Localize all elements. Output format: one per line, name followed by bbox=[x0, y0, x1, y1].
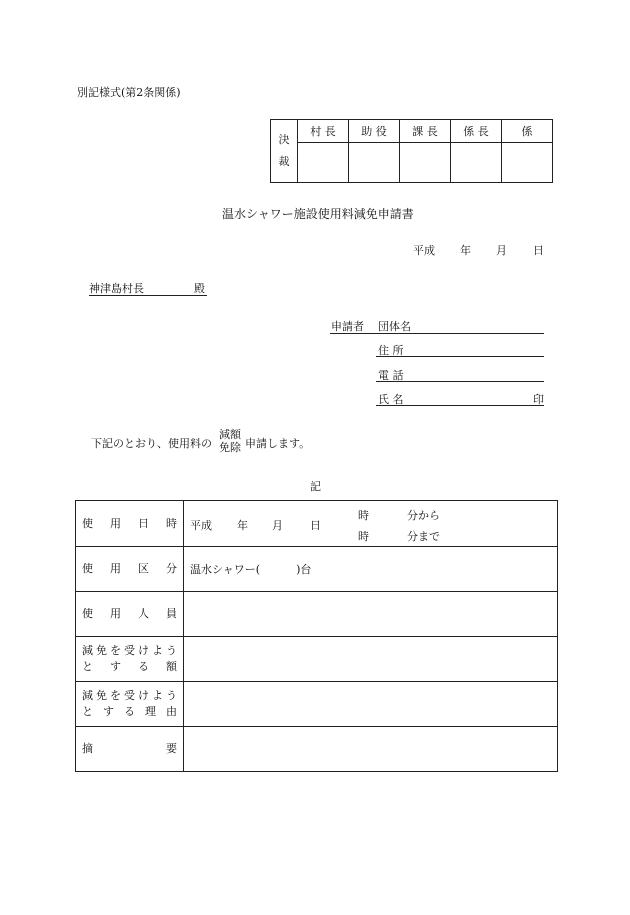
label-usage-people: 使 用 人 員 bbox=[76, 592, 184, 637]
usage-era: 平成 bbox=[190, 519, 212, 532]
approval-header-staff: 係 bbox=[502, 120, 553, 143]
applicant-address-line[interactable] bbox=[376, 356, 544, 357]
value-summary[interactable] bbox=[184, 727, 558, 772]
row-usage-datetime bbox=[76, 501, 558, 547]
form-title: 温水シャワー施設使用料減免申請書 bbox=[222, 207, 414, 221]
label-exemption-reason: 減免を受けよう とする理由 bbox=[76, 682, 184, 727]
addressee bbox=[89, 282, 207, 296]
usage-hour-until: 時 bbox=[358, 530, 369, 543]
form-reference: 別記様式(第2条関係) bbox=[77, 86, 181, 99]
statement-prefix: 下記のとおり、使用料の bbox=[91, 437, 212, 450]
approval-header-subsection-chief: 係 長 bbox=[451, 120, 502, 143]
approval-stamp-table bbox=[270, 119, 553, 183]
usage-minute-until: 分まで bbox=[407, 530, 440, 543]
applicant-group-line[interactable] bbox=[330, 333, 544, 334]
label-usage-datetime: 使 用 日 時 bbox=[76, 501, 184, 547]
date-day: 日 bbox=[533, 244, 544, 257]
applicant-group-label: 団体名 bbox=[378, 320, 411, 333]
value-usage-datetime[interactable] bbox=[184, 501, 558, 547]
details-table bbox=[75, 500, 558, 772]
applicant-label: 申請者 bbox=[331, 320, 364, 333]
value-exemption-reason[interactable] bbox=[184, 682, 558, 727]
usage-minute-from: 分から bbox=[407, 509, 440, 522]
statement-options[interactable] bbox=[219, 428, 241, 454]
label-usage-type: 使 用 区 分 bbox=[76, 547, 184, 592]
row-summary bbox=[76, 727, 558, 772]
seal-mark: 印 bbox=[533, 393, 544, 406]
row-usage-people bbox=[76, 592, 558, 637]
approval-stamp-cell[interactable] bbox=[451, 143, 502, 183]
option-exemption[interactable]: 免除 bbox=[219, 441, 241, 455]
usage-type-suffix: )台 bbox=[296, 563, 312, 576]
usage-hour-from: 時 bbox=[358, 509, 369, 522]
date-era: 平成 bbox=[413, 244, 435, 257]
usage-day: 日 bbox=[310, 519, 321, 532]
addressee-name: 神津島村長 bbox=[89, 282, 144, 295]
value-usage-type[interactable] bbox=[184, 547, 558, 592]
label-summary: 摘 要 bbox=[76, 727, 184, 772]
ki-heading: 記 bbox=[310, 480, 321, 493]
approval-stamp-cell[interactable] bbox=[349, 143, 400, 183]
approval-header-section-chief: 課 長 bbox=[400, 120, 451, 143]
usage-month: 月 bbox=[272, 519, 283, 532]
approval-stamp-cell[interactable] bbox=[400, 143, 451, 183]
value-usage-people[interactable] bbox=[184, 592, 558, 637]
value-exemption-amount[interactable] bbox=[184, 637, 558, 682]
applicant-phone-label: 電 話 bbox=[378, 369, 404, 382]
row-exemption-reason bbox=[76, 682, 558, 727]
applicant-address-label: 住 所 bbox=[378, 344, 404, 357]
applicant-name-line[interactable] bbox=[376, 405, 544, 406]
statement-suffix: 申請します。 bbox=[245, 437, 311, 450]
row-usage-type bbox=[76, 547, 558, 592]
approval-label: 決 裁 bbox=[271, 120, 298, 183]
usage-type-prefix: 温水シャワー( bbox=[190, 563, 261, 576]
approval-stamp-cell[interactable] bbox=[298, 143, 349, 183]
date-month: 月 bbox=[496, 244, 507, 257]
approval-header-village-chief: 村 長 bbox=[298, 120, 349, 143]
applicant-name-label: 氏 名 bbox=[378, 393, 404, 406]
label-exemption-amount: 減免を受けよう とする額 bbox=[76, 637, 184, 682]
addressee-honorific: 殿 bbox=[194, 282, 205, 295]
applicant-phone-line[interactable] bbox=[376, 381, 544, 382]
row-exemption-amount bbox=[76, 637, 558, 682]
usage-year: 年 bbox=[237, 519, 248, 532]
approval-header-deputy: 助 役 bbox=[349, 120, 400, 143]
approval-stamp-cell[interactable] bbox=[502, 143, 553, 183]
date-year: 年 bbox=[460, 244, 471, 257]
option-reduction[interactable]: 減額 bbox=[219, 428, 241, 441]
